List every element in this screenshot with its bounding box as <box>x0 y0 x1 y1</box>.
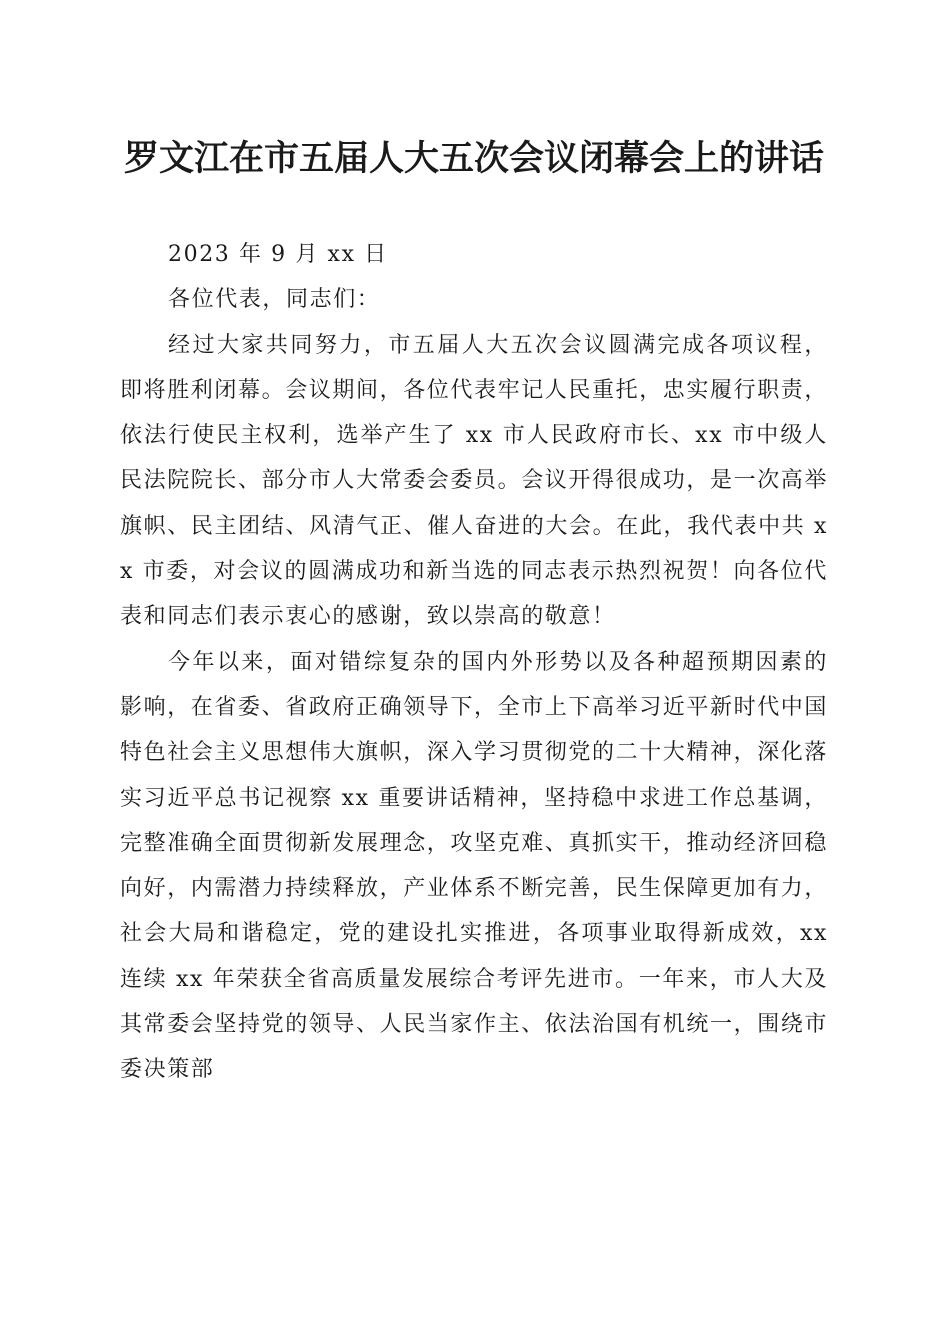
document-date: 2023 年 9 月 xx 日 <box>168 242 388 267</box>
salutation: 各位代表，同志们： <box>168 287 381 313</box>
document-title: 罗文江在市五届人大五次会议闭幕会上的讲话 <box>123 138 824 179</box>
document-body <box>120 232 828 1093</box>
body-paragraph-1: 经过大家共同努力，市五届人大五次会议圆满完成各项议程，即将胜利闭幕。会议期间，各位代表牢记人民重托，忠实履行职责，依法行使民主权利，选举产生了 xx 市人民政府市长、xx 市中级人民法院院长、部分市人大常委会委员。会议开得很成功，是一次高举旗帜、民主团结、风清气正、催人奋进的大会。在此，我代表中共 xx 市委，对会议的圆满成功和新当选的同志表示热烈祝贺！向各位代表和同志们表示衷心的感谢，致以崇高的敬意！ <box>120 332 829 630</box>
body-paragraph-2: 今年以来，面对错综复杂的国内外形势以及各种超预期因素的影响，在省委、省政府正确领导下，全市上下高举习近平新时代中国特色社会主义思想伟大旗帜，深入学习贯彻党的二十大精神，深化落实习近平总书记视察 xx 重要讲话精神，坚持稳中求进工作总基调，完整准确全面贯彻新发展理念，攻坚克难、真抓实干，推动经济回稳向好，内需潜力持续释放，产业体系不断完善，民生保障更加有力，社会大局和谐稳定，党的建设扎实推进，各项事业取得新成效，xx 连续 xx 年荣获全省高质量发展综合考评先进市。一年来，市人大及其常委会坚持党的领导、人民当家作主、依法治国有机统一，围绕市委决策部 <box>120 649 829 1083</box>
document-page <box>120 128 828 1093</box>
